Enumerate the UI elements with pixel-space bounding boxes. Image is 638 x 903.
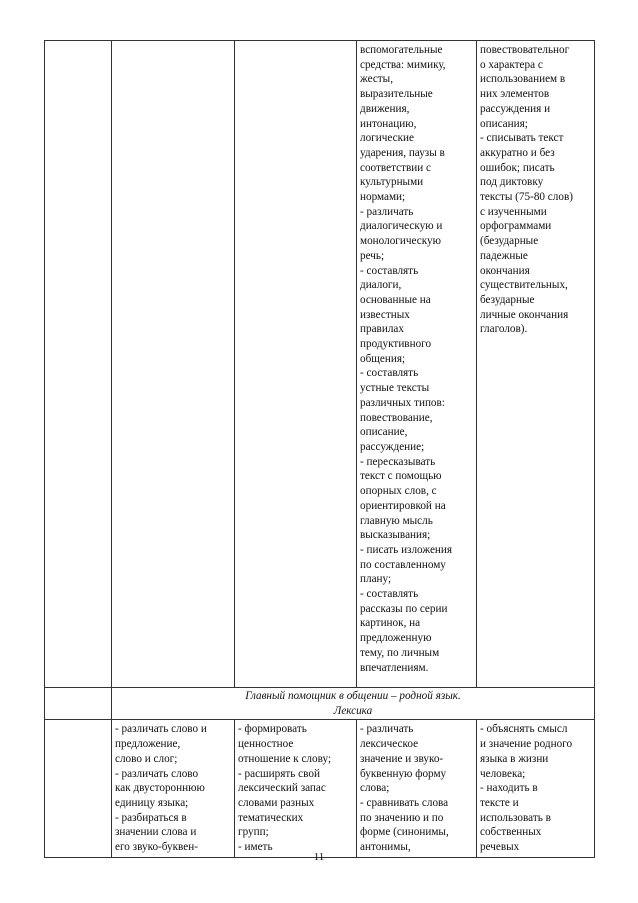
cell-text: - объяснять смысл и значение родного языка в жизни человека; - находить в тексте и использовать в собственных речевых [480,723,573,854]
section-subtitle: Лексика [333,704,373,717]
table-row [45,41,595,688]
table-cell [477,41,595,688]
cell-text: - различать слово и предложение, слово и слог; - различать слово как двустороннюю единицу языка; - разбираться в значении слова и его звуко-буквен- [115,723,207,854]
table-cell [357,720,477,857]
cell-text: повествовательног о характера с использованием в них элементов рассуждения и описания; - списывать текст аккуратно и без ошибок; писать под диктовку тексты (75-80 слов) с изученными орфограммами (безударные падежные окончания существительных, безударные личные окончания глаголов). [480,44,573,336]
section-row [45,688,595,720]
table-cell-empty [112,41,235,688]
section-title: Главный помощник в общении – родной язык. [245,690,461,702]
table-cell [235,720,357,857]
cell-text: - различать лексическое значение и звуко- буквенную форму слова; - сравнивать слова по значению и по форме (синонимы, антонимы, [360,723,449,854]
table-cell-empty [45,688,112,720]
cell-text: - формировать ценностное отношение к слову; - расширять свой лексический запас словами разных тематических групп; - иметь [238,723,332,854]
page-number: 11 [313,851,325,863]
table-row [45,720,595,857]
curriculum-table [44,40,595,858]
table-cell-empty [45,720,112,857]
table-cell [357,41,477,688]
cell-text: вспомогательные средства: мимику, жесты, выразительные движения, интонацию, логические ударения, паузы в соответствии с культурными нормами; - различать диалогическую и монологическую речь; - составлять диалоги, основанные на известных правилах продуктивного общения; - составлять устные тексты различных типов: повествование, описание, рассуждение; - пересказывать текст с помощью опорных слов, с ориентировкой на главную мысль высказывания; - писать изложения по составленному плану; - составлять рассказы по серии картинок, на предложенную тему, по личным впечатлениям. [360,44,453,674]
table-cell-empty [45,41,112,688]
table-cell [112,720,235,857]
table-cell [477,720,595,857]
table-cell-empty [235,41,357,688]
section-heading-cell [112,688,595,720]
